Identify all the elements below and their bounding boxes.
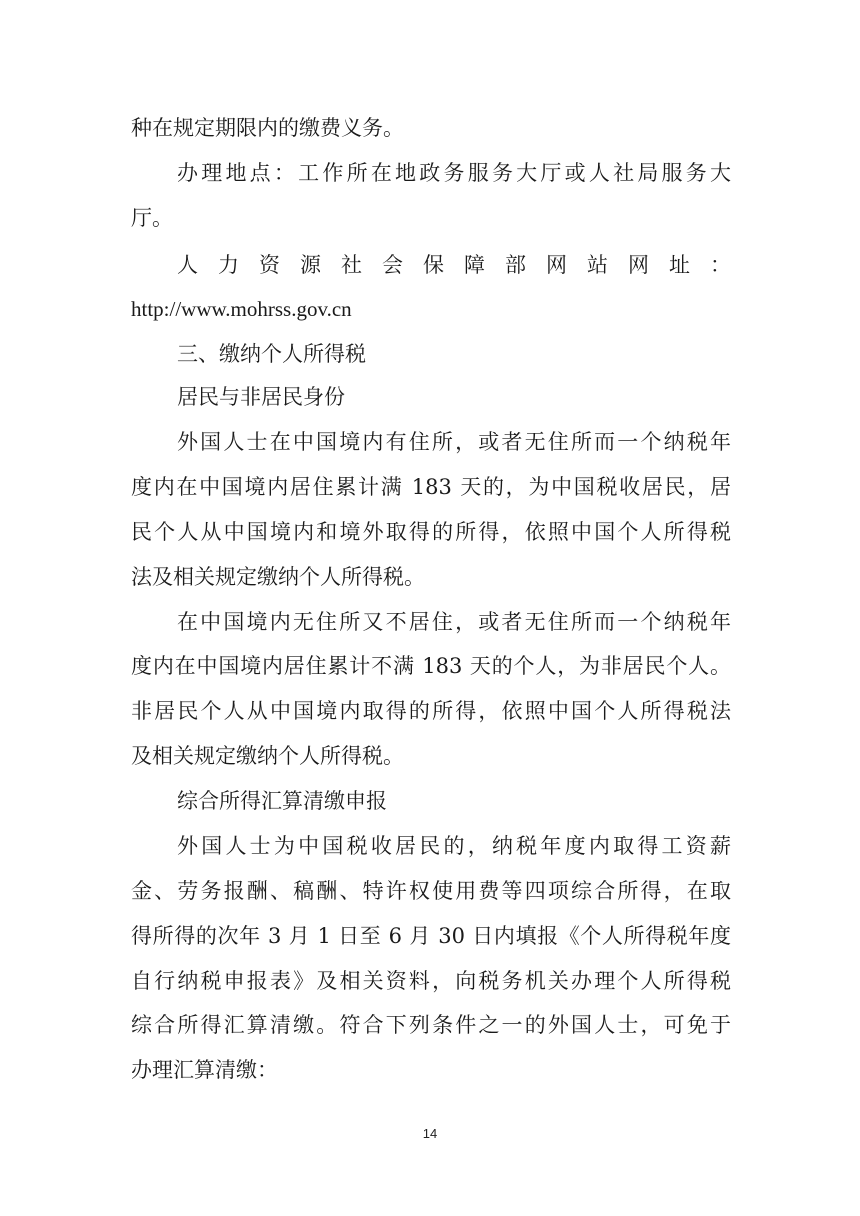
paragraph-line: 及相关规定缴纳个人所得税。: [131, 744, 404, 768]
url-line: http://www.mohrss.gov.cn: [131, 297, 352, 321]
paragraph-line: 非居民个人从中国境内取得的所得，依照中国个人所得税法: [131, 699, 731, 723]
paragraph-line: 在中国境内无住所又不居住，或者无住所而一个纳税年: [177, 610, 731, 634]
paragraph-line: 外国人士在中国境内有住所，或者无住所而一个纳税年: [177, 430, 731, 454]
paragraph-line: 度内在中国境内居住累计满 183 天的，为中国税收居民，居: [131, 475, 731, 499]
paragraph-line: 外国人士为中国税收居民的，纳税年度内取得工资薪: [177, 834, 731, 858]
paragraph-line: 人 力 资 源 社 会 保 障 部 网 站 网 址 ：: [177, 253, 731, 277]
paragraph-line: 得所得的次年 3 月 1 日至 6 月 30 日内填报《个人所得税年度: [131, 924, 731, 948]
paragraph-line: 种在规定期限内的缴费义务。: [131, 116, 404, 140]
paragraph-line: 度内在中国境内居住累计不满 183 天的个人，为非居民个人。: [131, 654, 731, 678]
section-heading: 三、缴纳个人所得税: [177, 342, 366, 366]
paragraph-line: 自行纳税申报表》及相关资料，向税务机关办理个人所得税: [131, 969, 731, 993]
page-number: 14: [422, 1126, 438, 1141]
paragraph-line: 民个人从中国境内和境外取得的所得，依照中国个人所得税: [131, 520, 731, 544]
subsection-heading: 综合所得汇算清缴申报: [177, 789, 387, 813]
paragraph-line: 厅。: [131, 206, 173, 230]
paragraph-line: 办理地点：工作所在地政务服务大厅或人社局服务大: [177, 161, 731, 185]
subsection-heading: 居民与非居民身份: [177, 385, 345, 409]
paragraph-line: 法及相关规定缴纳个人所得税。: [131, 565, 425, 589]
paragraph-line: 金、劳务报酬、稿酬、特许权使用费等四项综合所得，在取: [131, 879, 731, 903]
paragraph-line: 综合所得汇算清缴。符合下列条件之一的外国人士，可免于: [131, 1013, 731, 1037]
paragraph-line: 办理汇算清缴：: [131, 1058, 278, 1082]
